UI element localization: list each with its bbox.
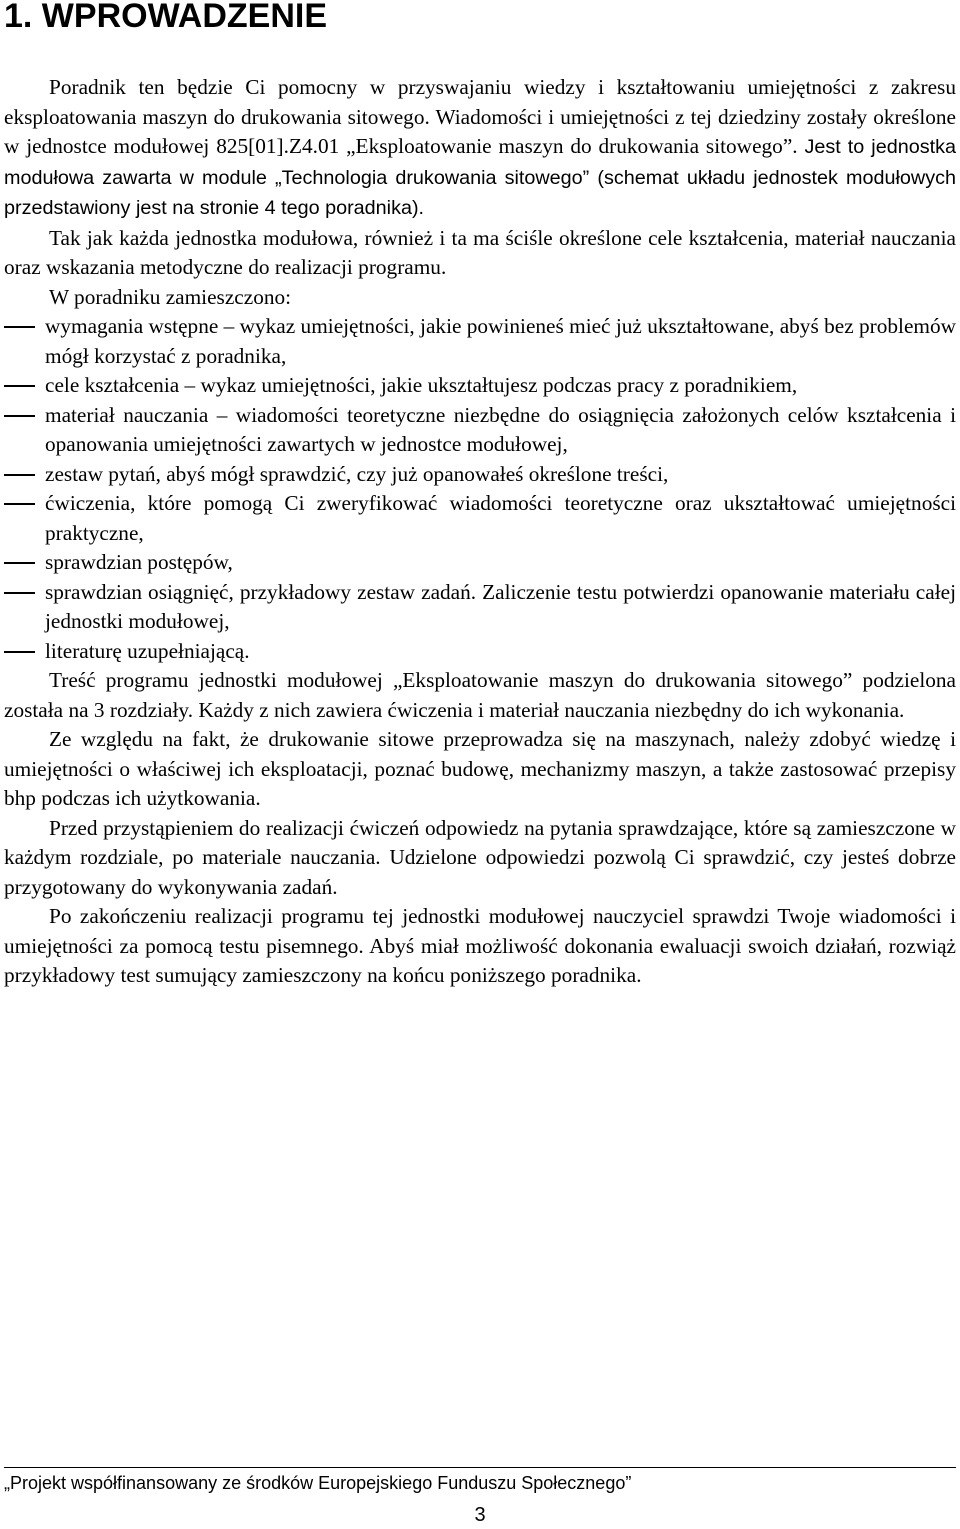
intro-lead: Poradnik ten będzie Ci pomocny w przyswajaniu wiedzy i kształtowaniu umiejętności z zakresu eksploatowania maszyn do drukowania sitowego. Wiadomości i umiejętności z tej dziedziny zostały określone w jednostce modułowej 825[01].Z4.01 „Eksploatowanie maszyn do drukowania sitowego”. xyxy=(4,75,956,158)
list-item: sprawdzian osiągnięć, przykładowy zestaw zadań. Zaliczenie testu potwierdzi opanowanie materiału całej jednostki modułowej, xyxy=(4,578,956,637)
list-item: sprawdzian postępów, xyxy=(4,548,956,578)
list-item: materiał nauczania – wiadomości teoretyczne niezbędne do osiągnięcia założonych celów kształcenia i opanowania umiejętności zawartych w jednostce modułowej, xyxy=(4,401,956,460)
contents-list xyxy=(4,312,956,666)
machines-paragraph: Ze względu na fakt, że drukowanie sitowe przeprowadza się na maszynach, należy zdobyć wiedzę i umiejętności o właściwej ich eksploatacji, poznać budowę, mechanizmy maszyn, a także zastosować przepisy bhp podczas ich użytkowania. xyxy=(4,727,956,810)
test-paragraph: Po zakończeniu realizacji programu tej jednostki modułowej nauczyciel sprawdzi Twoje wiadomości i umiejętności za pomocą testu pisemnego. Abyś miał możliwość dokonania ewaluacji swoich działań, rozwiąż przykładowy test sumujący zamieszczony na końcu poniższego poradnika. xyxy=(4,904,956,987)
list-item: cele kształcenia – wykaz umiejętności, jakie ukształtujesz podczas pracy z poradnikiem, xyxy=(4,371,956,401)
intro-rest: Jest to jednostka modułowa zawarta w module „Technologia drukowania sitowego” (schemat układu jednostek modułowych przedstawiony jest na stronie 4 tego poradnika). xyxy=(4,136,956,219)
program-paragraph: Treść programu jednostki modułowej „Eksploatowanie maszyn do drukowania sitowego” podzielona została na 3 rozdziały. Każdy z nich zawiera ćwiczenia i materiał nauczania niezbędny do ich wykonania. xyxy=(4,668,956,722)
dash-bullet-icon xyxy=(4,474,35,476)
chapter-body xyxy=(4,73,956,991)
goals-paragraph: Tak jak każda jednostka modułowa, również i ta ma ściśle określone cele kształcenia, materiał nauczania oraz wskazania metodyczne do realizacji programu. xyxy=(4,225,956,279)
exercises-paragraph: Przed przystąpieniem do realizacji ćwiczeń odpowiedz na pytania sprawdzające, które są zamieszczone w każdym rozdziale, po materiale nauczania. Udzielone odpowiedzi pozwolą Ci sprawdzić, czy jesteś dobrze przygotowany do wykonywania zadań. xyxy=(4,815,956,899)
page-number: 3 xyxy=(474,1504,486,1526)
list-item: ćwiczenia, które pomogą Ci zweryfikować wiadomości teoretyczne oraz ukształtować umiejętności praktyczne, xyxy=(4,489,956,548)
list-intro: W poradniku zamieszczono: xyxy=(49,284,292,309)
list-item: zestaw pytań, abyś mógł sprawdzić, czy już opanowałeś określone treści, xyxy=(4,460,956,490)
list-item: wymagania wstępne – wykaz umiejętności, jakie powinieneś mieć już ukształtowane, abyś bez problemów mógł korzystać z poradnika, xyxy=(4,312,956,371)
dash-bullet-icon xyxy=(4,326,35,328)
list-item: literaturę uzupełniającą. xyxy=(4,637,956,667)
intro-paragraph xyxy=(4,73,956,224)
dash-bullet-icon xyxy=(4,651,35,653)
dash-bullet-icon xyxy=(4,592,35,594)
dash-bullet-icon xyxy=(4,415,35,417)
footer-funding-note: „Projekt współfinansowany ze środków Europejskiego Funduszu Społecznego” xyxy=(4,1473,632,1493)
chapter-heading: 1. WPROWADZENIE xyxy=(4,0,328,35)
dash-bullet-icon xyxy=(4,562,35,564)
dash-bullet-icon xyxy=(4,385,35,387)
dash-bullet-icon xyxy=(4,503,35,505)
footer-divider xyxy=(4,1467,956,1468)
